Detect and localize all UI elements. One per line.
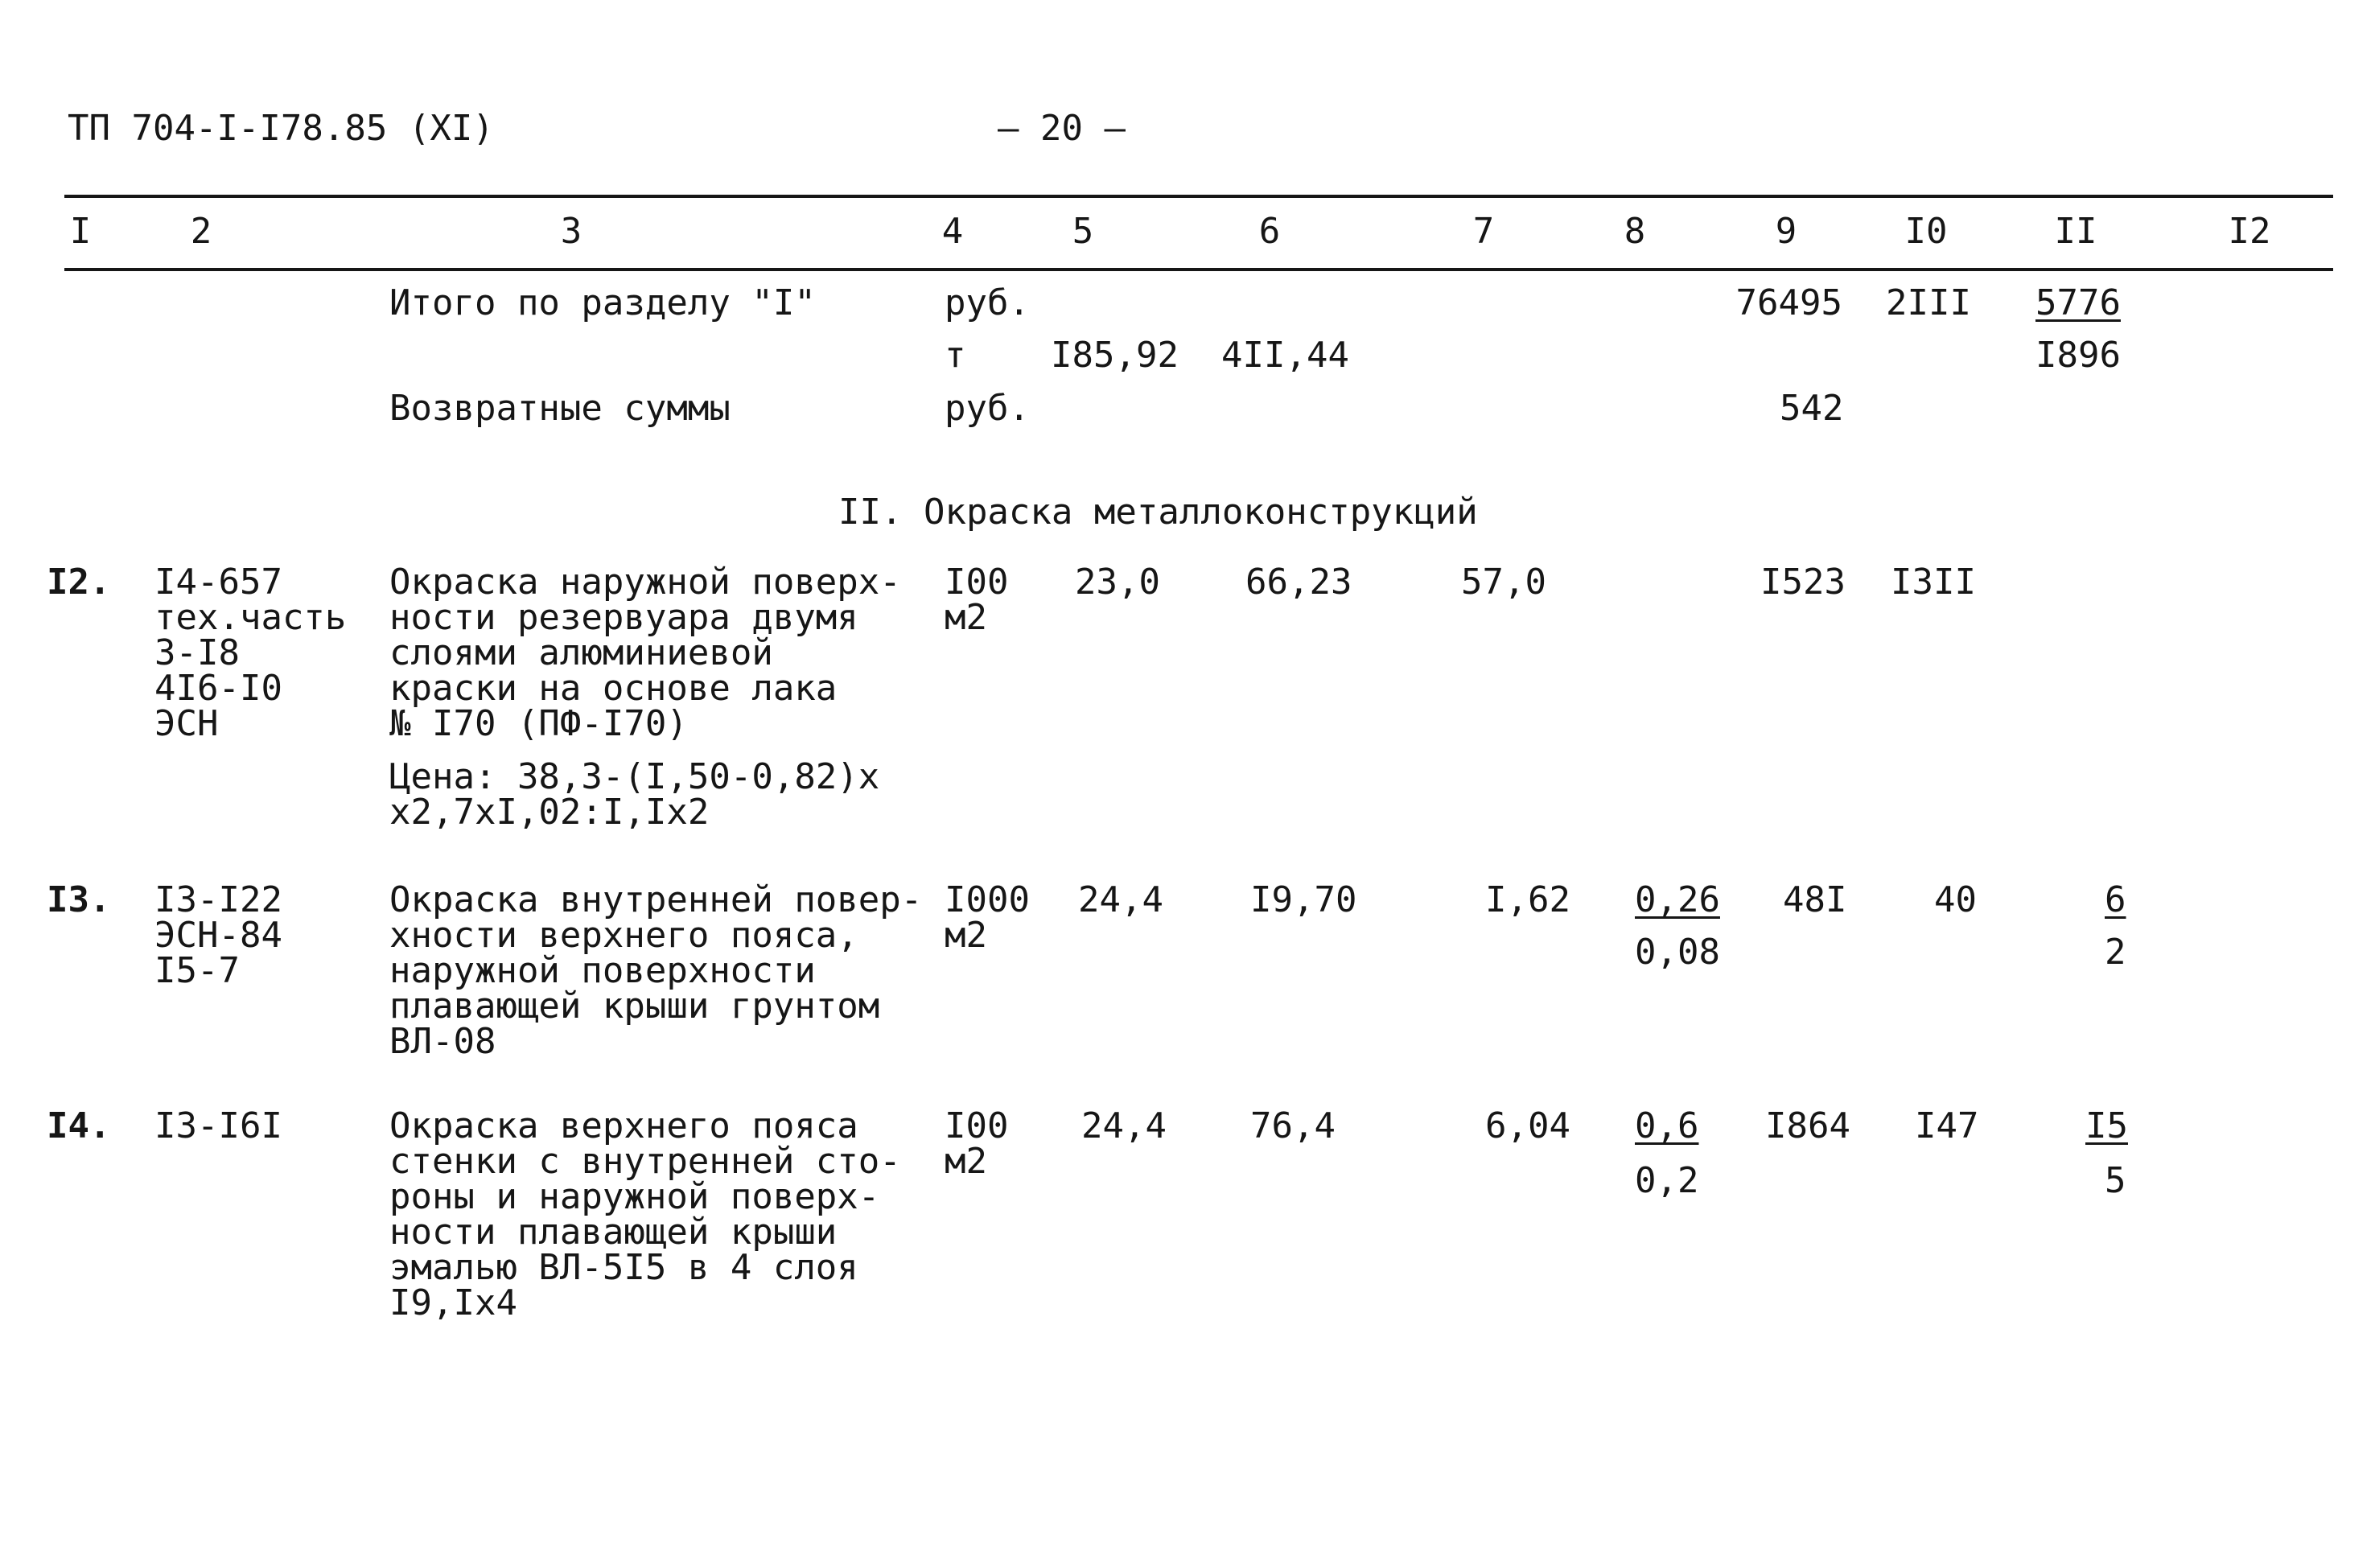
table-row-col9: 48I — [1783, 879, 1847, 920]
table-top-rule — [64, 195, 2333, 198]
table-row-number: I4. — [47, 1105, 111, 1146]
table-row-col10: I47 — [1915, 1105, 1979, 1146]
section-total-unit-rub: руб. — [945, 282, 1030, 323]
table-row-number: I2. — [47, 562, 111, 603]
section-total-col10: 2III — [1886, 282, 1971, 323]
column-header-6: 6 — [1258, 211, 1281, 252]
table-row-col6: 66,23 — [1245, 562, 1352, 603]
table-row-col8-bottom: 0,08 — [1635, 932, 1720, 973]
column-header-8: 8 — [1624, 211, 1646, 252]
section-total-col9: 76495 — [1735, 282, 1842, 323]
table-row-code: I3-I22 ЭСН-84 I5-7 — [154, 879, 282, 991]
table-row-unit: I00 м2 — [945, 1105, 1009, 1182]
table-row-col11-bottom: 2 — [2105, 932, 2126, 973]
table-row-price-note: Цена: 38,3-(I,50-0,82)x x2,7xI,02:I,Ix2 — [389, 756, 880, 833]
table-row-col8-top: 0,26 — [1635, 879, 1720, 920]
table-row-col9: I523 — [1760, 562, 1846, 603]
column-header-5: 5 — [1072, 211, 1094, 252]
return-sums-col9: 542 — [1780, 388, 1844, 429]
column-header-11: II — [2054, 211, 2097, 252]
section-total-label: Итого по разделу "I" — [389, 282, 816, 323]
table-header-bottom-rule — [64, 268, 2333, 271]
table-row-unit: I000 м2 — [945, 879, 1030, 956]
section-title: II. Окраска металлоконструкций — [838, 492, 1478, 533]
table-row-col8-bottom: 0,2 — [1635, 1160, 1699, 1201]
section-total-col6: 4II,44 — [1221, 335, 1349, 376]
table-row-code: I4-657 тех.часть 3-I8 4I6-I0 ЭСН — [154, 562, 347, 744]
table-row-col5: 23,0 — [1075, 562, 1160, 603]
table-row-col9: I864 — [1765, 1105, 1850, 1146]
table-row-col6: 76,4 — [1250, 1105, 1336, 1146]
table-row-col10: 40 — [1934, 879, 1977, 920]
table-row-col11-top: I5 — [2085, 1105, 2128, 1146]
table-row-description: Окраска наружной поверх- ности резервуара двумя слоями алюминиевой краски на основе лака № I70 (ПФ-I70) — [389, 562, 901, 744]
table-row-unit: I00 м2 — [945, 562, 1009, 638]
document-code: ТП 704-I-I78.85 (XI) — [68, 108, 494, 149]
table-row-code: I3-I6I — [154, 1105, 282, 1146]
return-sums-label: Возвратные суммы — [389, 388, 731, 429]
table-row-col11-top: 6 — [2105, 879, 2126, 920]
section-total-col11-top: 5776 — [2035, 282, 2121, 323]
column-header-10: I0 — [1904, 211, 1948, 252]
page-number: – 20 – — [998, 108, 1126, 149]
table-row-description: Окраска верхнего пояса стенки с внутренней сто- роны и наружной поверх- ности плавающей крыши эмалью ВЛ-5I5 в 4 слоя I9,Ix4 — [389, 1105, 901, 1323]
table-row-col7: 57,0 — [1461, 562, 1546, 603]
table-row-col7: 6,04 — [1485, 1105, 1570, 1146]
table-row-col5: 24,4 — [1078, 879, 1163, 920]
table-row-number: I3. — [47, 879, 111, 920]
table-row-col5: 24,4 — [1081, 1105, 1167, 1146]
column-header-9: 9 — [1775, 211, 1797, 252]
table-row-col7: I,62 — [1485, 879, 1570, 920]
return-sums-unit: руб. — [945, 388, 1030, 429]
column-header-3: 3 — [560, 211, 582, 252]
table-row-description: Окраска внутренней повер- хности верхнего пояса, наружной поверхности плавающей крыши грунтом ВЛ-08 — [389, 879, 923, 1062]
table-row-col11-bottom: 5 — [2105, 1160, 2126, 1201]
section-total-col11-bottom: I896 — [2035, 335, 2121, 376]
section-total-unit-t: т — [945, 335, 966, 376]
column-header-4: 4 — [941, 211, 964, 252]
section-total-col5: I85,92 — [1051, 335, 1179, 376]
table-row-col6: I9,70 — [1250, 879, 1357, 920]
column-header-1: I — [69, 211, 92, 252]
column-header-7: 7 — [1472, 211, 1495, 252]
table-row-col8-top: 0,6 — [1635, 1105, 1699, 1146]
table-row-col10: I3II — [1891, 562, 1976, 603]
column-header-2: 2 — [190, 211, 212, 252]
column-header-12: I2 — [2228, 211, 2271, 252]
